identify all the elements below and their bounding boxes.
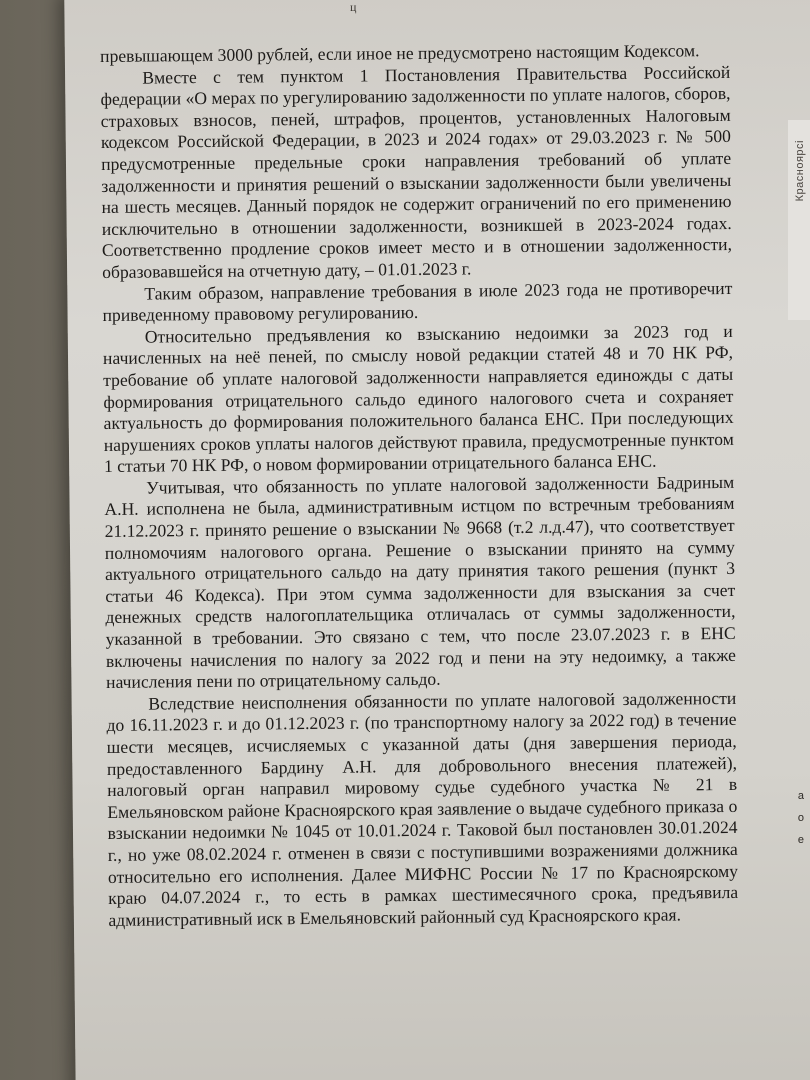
paragraph: Таким образом, направление требования в июле 2023 года не противоречит приведенному правовому регулированию.: [102, 277, 733, 326]
paragraph: превышающем 3000 рублей, если иное не предусмотрено настоящим Кодексом.: [100, 40, 700, 66]
paragraph: Вместе с тем пунктом 1 Постановления Правительства Российской федерации «О мерах по урегулированию задолженности по уплате налогов, сборов, страховых взносов, пеней, штрафов, процентов, установленных Налоговым кодексом Российской Федерации, в 2023 и 2024 годах» от 29.03.2023 г. № 500 предусмотренные предельные сроки направления требований об уплате задолженности и принятия решений о взыскании задолженности были увеличены на шесть месяцев. Данный порядок не содержит ограничений по его применению исключительно в отношении задолженности, возникшей в 2023-2024 годах. Соответственно продление сроков имеет место и в отношении задолженности, образовавшейся на отчетную дату, – 01.01.2023 г.: [100, 61, 733, 282]
document-text: [100, 40, 738, 931]
edge-mark: о: [797, 812, 804, 824]
top-scribble: ц: [350, 0, 357, 14]
edge-mark: е: [797, 834, 804, 846]
paragraph: Относительно предъявления ко взысканию недоимки за 2023 год и начисленных на неё пеней, по смыслу новой редакции статей 48 и 70 НК РФ, требование об уплате налоговой задолженности направляется единожды с даты формирования отрицательного сальдо единого налогового счета и сохраняет актуальность до формирования положительного баланса ЕНС. При последующих нарушениях сроков уплаты налогов действуют правила, предусмотренные пунктом 1 статьи 70 НК РФ, о новом формировании отрицательного баланса ЕНС.: [102, 320, 734, 477]
edge-mark: а: [797, 790, 804, 802]
side-tab-text: Красноярсі: [794, 140, 806, 202]
paragraph: Вследствие неисполнения обязанности по уплате налоговой задолженности до 16.11.2023 г. и до 01.12.2023 г. (по транспортному налогу за 2022 год) в течение шести месяцев, исчисляемых с указанной даты (дня завершения периода, предоставленного Бардину А.Н. для добровольного внесения платежей), налоговый орган направил мировому судье судебного участка № 21 в Емельяновском районе Красноярского края заявление о выдаче судебного приказа о взыскании недоимки № 1045 от 10.01.2024 г. Таковой был постановлен 30.01.2024 г., но уже 08.02.2024 г. отменен в связи с поступившими возражениями должника относительно его исполнения. Далее МИФНС России № 17 по Красноярскому краю 04.07.2024 г., то есть в рамках шестимесячного срока, предъявила административный иск в Емельяновский районный суд Красноярского края.: [106, 687, 739, 930]
paragraph: Учитывая, что обязанность по уплате налоговой задолженности Бадриным А.Н. исполнена не была, административным истцом по встречным требованиям 21.12.2023 г. принято решение о взыскании № 9668 (т.2 л.д.47), что соответствует полномочиям налогового органа. Решение о взыскании принято на сумму актуального отрицательного сальдо на дату принятия такого решения (пункт 3 статьи 46 Кодекса). При этом сумма задолженности для взыскания за счет денежных средств налогоплательщика отличалась от суммы задолженности, указанной в требовании. Это связано с тем, что после 23.07.2023 г. в ЕНС включены начисления по налогу за 2022 год и пени на эту недоимку, а также начисления пени по отрицательному сальдо.: [104, 471, 736, 693]
